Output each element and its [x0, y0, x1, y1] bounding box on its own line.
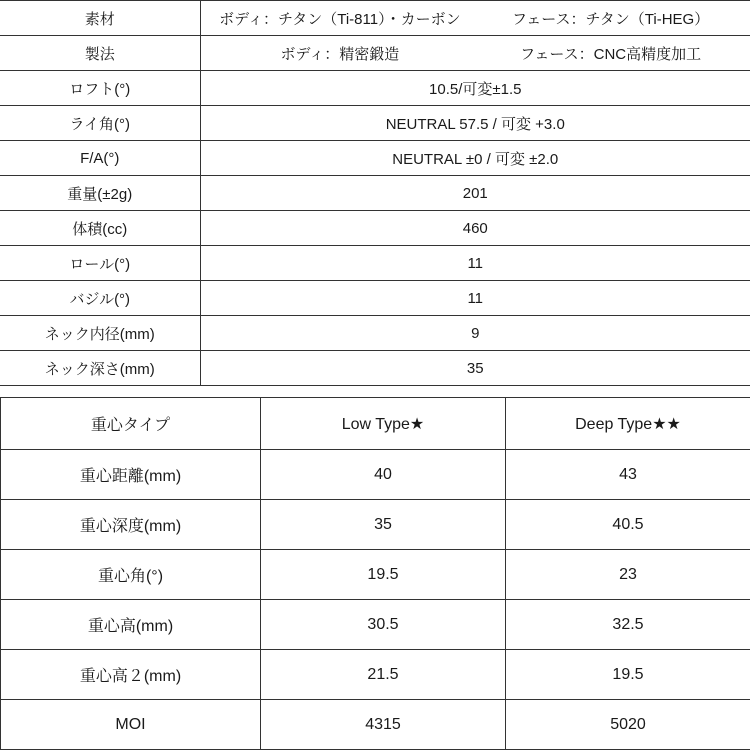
table-row [0, 176, 750, 211]
cg-label: MOI [1, 700, 261, 750]
cg-deep-value: 32.5 [506, 600, 750, 650]
spec-value: 11 [200, 246, 750, 281]
spec-value-part: フェース：CNC高精度加工 [520, 45, 702, 63]
spec-value: 9 [200, 316, 750, 351]
spec-value-split [205, 43, 747, 64]
cg-deep-value: 19.5 [506, 650, 750, 700]
table-row [0, 351, 750, 386]
table-row [0, 106, 750, 141]
spec-label: 素材 [0, 1, 200, 36]
cg-label: 重心高２(mm) [1, 650, 261, 700]
spec-value: NEUTRAL 57.5 / 可変 +3.0 [200, 106, 750, 141]
spec-value: 10.5/可変±1.5 [200, 71, 750, 106]
table-row [1, 600, 750, 650]
spec-value: 460 [200, 211, 750, 246]
spec-label: 製法 [0, 36, 200, 71]
spec-label: 重量(±2g) [0, 176, 200, 211]
spec-label: F/A(°) [0, 141, 200, 176]
cg-deep-value: 40.5 [506, 500, 750, 550]
table-row [1, 700, 750, 750]
table-row [0, 36, 750, 71]
table-row [1, 550, 750, 600]
table-row [1, 650, 750, 700]
cg-low-value: 4315 [261, 700, 506, 750]
spec-value-part: フェース：チタン（Ti-HEG） [512, 10, 710, 28]
cg-low-value: 19.5 [261, 550, 506, 600]
spec-value: NEUTRAL ±0 / 可変 ±2.0 [200, 141, 750, 176]
cg-label: 重心距離(mm) [1, 450, 261, 500]
center-of-gravity-table [0, 397, 750, 750]
cg-low-value: 21.5 [261, 650, 506, 700]
table-row [1, 500, 750, 550]
cg-low-value: 35 [261, 500, 506, 550]
spec-label: ライ角(°) [0, 106, 200, 141]
spec-value-part: ボディ：チタン（Ti-811）・カーボン [219, 10, 461, 28]
table-row [1, 450, 750, 500]
cg-header-deep: Deep Type★★ [506, 398, 750, 450]
table-row [0, 71, 750, 106]
spec-label: 体積(cc) [0, 211, 200, 246]
cg-header-low: Low Type★ [261, 398, 506, 450]
spec-value-split [205, 8, 747, 29]
spec-label: バジル(°) [0, 281, 200, 316]
spec-value: 11 [200, 281, 750, 316]
table-row [0, 281, 750, 316]
spec-value [200, 1, 750, 36]
spec-value-part: ボディ：精密鍛造 [280, 45, 400, 63]
cg-label: 重心角(°) [1, 550, 261, 600]
cg-low-value: 40 [261, 450, 506, 500]
table-row [0, 211, 750, 246]
cg-label: 重心深度(mm) [1, 500, 261, 550]
cg-deep-value: 43 [506, 450, 750, 500]
cg-header-type: 重心タイプ [1, 398, 261, 450]
spec-label: ネック深さ(mm) [0, 351, 200, 386]
cg-deep-value: 5020 [506, 700, 750, 750]
spec-label: ロール(°) [0, 246, 200, 281]
spec-label: ネック内径(mm) [0, 316, 200, 351]
spec-label: ロフト(°) [0, 71, 200, 106]
table-header-row [1, 398, 750, 450]
spec-value: 201 [200, 176, 750, 211]
cg-low-value: 30.5 [261, 600, 506, 650]
table-row [0, 1, 750, 36]
table-row [0, 141, 750, 176]
cg-label: 重心高(mm) [1, 600, 261, 650]
cg-deep-value: 23 [506, 550, 750, 600]
spec-value [200, 36, 750, 71]
spec-value: 35 [200, 351, 750, 386]
table-row [0, 246, 750, 281]
table-separator [0, 386, 750, 397]
table-row [0, 316, 750, 351]
